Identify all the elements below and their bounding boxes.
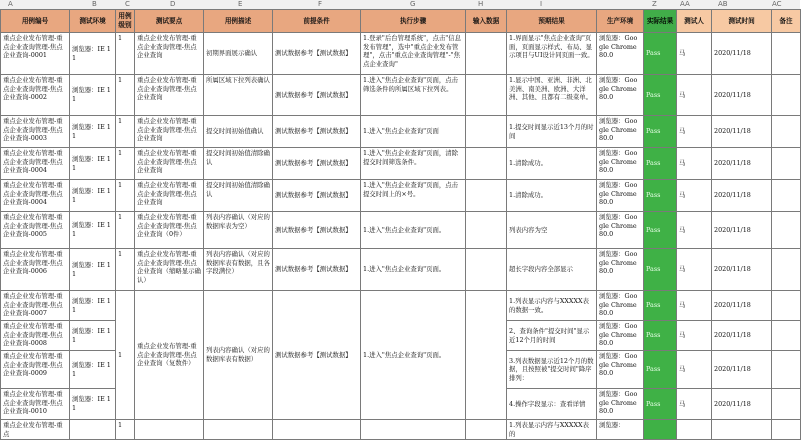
cell-expect[interactable]: 4.操作字段显示：查看详情 <box>507 389 597 420</box>
header-input-data[interactable]: 输入数据 <box>466 10 507 33</box>
col-letter[interactable]: AB <box>718 0 728 8</box>
cell-note[interactable] <box>772 212 801 249</box>
col-letter[interactable]: E <box>238 0 243 8</box>
cell-date[interactable]: 2020/11/18 <box>712 351 772 389</box>
cell-steps[interactable]: 1.进入"焦点企业查询"页面。 <box>361 291 466 420</box>
table-row <box>1 148 801 180</box>
table-row <box>1 33 801 75</box>
table-row <box>1 420 801 440</box>
cell-env[interactable]: 浏览器：IE 11 <box>70 351 116 389</box>
cell-expect[interactable]: 1.显示中国、亚洲、非洲、北美洲、南美洲、欧洲、大洋洲、其他、且都有二级菜单。 <box>507 75 597 116</box>
cell-case-id[interactable]: 重点企业发布管理-重点企业查询管理-焦点企业查询-0002 <box>1 75 70 116</box>
cell-point[interactable]: 重点企业发布管理-重点企业查询管理-焦点企业查询（缩略显示确认） <box>135 249 204 291</box>
cell-input[interactable] <box>466 420 507 440</box>
cell-tester[interactable]: 马 <box>677 351 712 389</box>
cell-tester[interactable]: 马 <box>677 148 712 180</box>
cell-expect[interactable]: 1.清除成功。 <box>507 180 597 212</box>
header-test-date[interactable]: 测试时间 <box>712 10 772 33</box>
cell-note[interactable] <box>772 420 801 440</box>
cell-pre[interactable]: 测试数据参考【测试数据】 <box>273 180 361 212</box>
cell-date[interactable] <box>712 420 772 440</box>
cell-steps[interactable]: 1.进入"焦点企业查询"页面。 <box>361 249 466 291</box>
cell-desc[interactable]: 列表内容确认（对应的数据库表有数据） <box>204 291 273 420</box>
cell-prod[interactable]: 浏览器：Google Chrome 80.0 <box>597 148 644 180</box>
cell-pre[interactable]: 测试数据参考【测试数据】 <box>273 291 361 420</box>
cell-case-id[interactable]: 重点企业发布管理-重点企业查询管理-焦点企业查询-0001 <box>1 33 70 75</box>
cell-expect[interactable]: 1.界面显示"焦点企业查询"页面，页面显示样式、布局、显示项目与UI设计同页面一致。 <box>507 33 597 75</box>
cell-level[interactable]: 1 <box>116 420 135 440</box>
cell-point[interactable]: 重点企业发布管理-重点企业查询管理-焦点企业查询 <box>135 116 204 148</box>
cell-prod[interactable]: 浏览器：Google Chrome 80.0 <box>597 116 644 148</box>
cell-input[interactable] <box>466 75 507 116</box>
cell-case-id[interactable]: 重点企业发布管理-重点企业查询管理-焦点企业查询-0005 <box>1 212 70 249</box>
cell-result[interactable]: Pass <box>644 321 677 351</box>
cell-result[interactable]: Pass <box>644 212 677 249</box>
col-letter[interactable]: F <box>318 0 323 8</box>
cell-input[interactable] <box>466 212 507 249</box>
table-row <box>1 212 801 249</box>
cell-prod[interactable]: 浏览器：Google Chrome 80.0 <box>597 33 644 75</box>
header-case-desc[interactable]: 用例描述 <box>204 10 273 33</box>
cell-level[interactable]: 1 <box>116 180 135 212</box>
header-row <box>1 10 801 33</box>
cell-note[interactable] <box>772 351 801 389</box>
cell-steps[interactable] <box>361 420 466 440</box>
cell-date[interactable]: 2020/11/18 <box>712 321 772 351</box>
cell-tester[interactable]: 马 <box>677 249 712 291</box>
cell-desc[interactable]: 所属区域下拉列表确认 <box>204 75 273 116</box>
cell-level[interactable]: 1 <box>116 249 135 291</box>
cell-case-id[interactable]: 重点企业发布管理-重点企业查询管理-焦点企业查询-0010 <box>1 389 70 420</box>
cell-tester[interactable]: 马 <box>677 180 712 212</box>
cell-desc[interactable]: 初期界面展示确认 <box>204 33 273 75</box>
cell-tester[interactable] <box>677 420 712 440</box>
cell-tester[interactable]: 马 <box>677 33 712 75</box>
cell-env[interactable]: 浏览器：IE 11 <box>70 249 116 291</box>
cell-date[interactable]: 2020/11/18 <box>712 148 772 180</box>
table-row <box>1 291 801 321</box>
cell-note[interactable] <box>772 75 801 116</box>
cell-case-id[interactable]: 重点企业发布管理-重点企业查询管理-焦点企业查询-0004 <box>1 180 70 212</box>
cell-input[interactable] <box>466 180 507 212</box>
cell-tester[interactable]: 马 <box>677 291 712 321</box>
cell-env[interactable]: 浏览器：IE 11 <box>70 291 116 321</box>
cell-pre[interactable]: 测试数据参考【测试数据】 <box>273 212 361 249</box>
header-tester[interactable]: 测试人 <box>677 10 712 33</box>
cell-result[interactable]: Pass <box>644 116 677 148</box>
cell-input[interactable] <box>466 148 507 180</box>
cell-point[interactable]: 重点企业发布管理-重点企业查询管理-焦点企业查询 <box>135 75 204 116</box>
cell-tester[interactable]: 马 <box>677 75 712 116</box>
cell-note[interactable] <box>772 249 801 291</box>
cell-steps[interactable]: 1.进入"焦点企业查询"页面，点击提交时间上的×号。 <box>361 180 466 212</box>
cell-date[interactable]: 2020/11/18 <box>712 180 772 212</box>
cell-prod[interactable]: 浏览器：Google Chrome 80.0 <box>597 212 644 249</box>
cell-tester[interactable]: 马 <box>677 389 712 420</box>
cell-env[interactable]: 浏览器：IE 11 <box>70 116 116 148</box>
cell-result[interactable]: Pass <box>644 351 677 389</box>
cell-date[interactable]: 2020/11/18 <box>712 249 772 291</box>
cell-prod[interactable]: 浏览器：Google Chrome 80.0 <box>597 321 644 351</box>
col-letter[interactable]: Z <box>652 0 657 8</box>
cell-expect[interactable]: 1.列表显示内容与XXXXX表的数据一致。 <box>507 291 597 321</box>
cell-input[interactable] <box>466 33 507 75</box>
cell-expect[interactable]: 列表内容为空 <box>507 212 597 249</box>
cell-pre[interactable]: 测试数据参考【测试数据】 <box>273 116 361 148</box>
cell-tester[interactable]: 马 <box>677 212 712 249</box>
cell-input[interactable] <box>466 291 507 420</box>
cell-env[interactable]: 浏览器：IE 11 <box>70 33 116 75</box>
cell-expect[interactable]: 1.提交时间显示近13个月的时间 <box>507 116 597 148</box>
cell-note[interactable] <box>772 148 801 180</box>
cell-desc[interactable]: 提交时间初始值确认 <box>204 116 273 148</box>
cell-prod[interactable]: 浏览器：Google Chrome 80.0 <box>597 249 644 291</box>
cell-level[interactable]: 1 <box>116 33 135 75</box>
cell-note[interactable] <box>772 321 801 351</box>
cell-case-id[interactable]: 重点企业发布管理-重点企业查询管理-焦点企业查询-0004 <box>1 148 70 180</box>
col-letter[interactable]: G <box>410 0 416 8</box>
cell-prod[interactable]: 浏览器：Google Chrome 80.0 <box>597 75 644 116</box>
header-test-point[interactable]: 测试要点 <box>135 10 204 33</box>
cell-env[interactable]: 浏览器：IE 11 <box>70 321 116 351</box>
cell-steps[interactable]: 1.进入"焦点企业查询"页面 <box>361 116 466 148</box>
cell-case-id[interactable]: 重点企业发布管理-重点企业查询管理-焦点企业查询-0009 <box>1 351 70 389</box>
cell-desc[interactable] <box>204 420 273 440</box>
cell-result[interactable] <box>644 420 677 440</box>
cell-expect[interactable]: 3.列表数据显示近12个月的数据，且按照被"提交时间"降序排列： <box>507 351 597 389</box>
cell-prod[interactable]: 浏览器：Google Chrome 80.0 <box>597 180 644 212</box>
cell-desc[interactable]: 提交时间初始值清除确认 <box>204 180 273 212</box>
cell-input[interactable] <box>466 116 507 148</box>
cell-date[interactable]: 2020/11/18 <box>712 75 772 116</box>
cell-expect[interactable]: 1.列表显示内容与XXXXX表的 <box>507 420 597 440</box>
cell-pre[interactable]: 测试数据参考【测试数据】 <box>273 75 361 116</box>
cell-note[interactable] <box>772 180 801 212</box>
cell-point[interactable]: 重点企业发布管理-重点企业查询管理-焦点企业查询 <box>135 148 204 180</box>
header-case-id[interactable]: 用例编号 <box>1 10 70 33</box>
cell-point[interactable] <box>135 420 204 440</box>
header-case-level[interactable]: 用例级别 <box>116 10 135 33</box>
cell-prod[interactable]: 浏览器：Google Chrome 80.0 <box>597 351 644 389</box>
cell-steps[interactable]: 1.进入"焦点企业查询"页面。 <box>361 212 466 249</box>
test-case-table <box>0 9 801 440</box>
cell-tester[interactable]: 马 <box>677 321 712 351</box>
header-expected[interactable]: 预期结果 <box>507 10 597 33</box>
cell-pre[interactable]: 测试数据参考【测试数据】 <box>273 249 361 291</box>
cell-result[interactable]: Pass <box>644 33 677 75</box>
cell-case-id[interactable]: 重点企业发布管理-重点企业查询管理-焦点企业查询-0006 <box>1 249 70 291</box>
cell-expect[interactable]: 2、查询条件"提交时间"显示近12个月的时间 <box>507 321 597 351</box>
header-test-env[interactable]: 测试环境 <box>70 10 116 33</box>
cell-point[interactable]: 重点企业发布管理-重点企业查询管理-焦点企业查询（复数件） <box>135 291 204 420</box>
cell-level[interactable]: 1 <box>116 75 135 116</box>
cell-date[interactable]: 2020/11/18 <box>712 389 772 420</box>
table-row <box>1 116 801 148</box>
cell-result[interactable]: Pass <box>644 180 677 212</box>
col-letter[interactable]: AC <box>772 0 782 8</box>
cell-note[interactable] <box>772 291 801 321</box>
header-steps[interactable]: 执行步骤 <box>361 10 466 33</box>
cell-env[interactable]: 浏览器：IE 11 <box>70 75 116 116</box>
cell-steps[interactable]: 1.进入"焦点企业查询"页面，点击筛选条件的所属区域下拉列表。 <box>361 75 466 116</box>
cell-level[interactable]: 1 <box>116 291 135 420</box>
table-row <box>1 75 801 116</box>
cell-prod[interactable]: 浏览器：Google Chrome 80.0 <box>597 291 644 321</box>
cell-desc[interactable]: 提交时间初始值清除确认 <box>204 148 273 180</box>
cell-case-id[interactable]: 重点企业发布管理-重点企业查询管理-焦点企业查询-0007 <box>1 291 70 321</box>
cell-desc[interactable]: 列表内容确认（对应的数据库表为空） <box>204 212 273 249</box>
cell-expect[interactable]: 1.清除成功。 <box>507 148 597 180</box>
cell-level[interactable]: 1 <box>116 212 135 249</box>
header-precondition[interactable]: 前提条件 <box>273 10 361 33</box>
header-actual-result[interactable]: 实际结果 <box>644 10 677 33</box>
cell-pre[interactable] <box>273 420 361 440</box>
cell-date[interactable]: 2020/11/18 <box>712 116 772 148</box>
cell-result[interactable]: Pass <box>644 249 677 291</box>
cell-point[interactable]: 重点企业发布管理-重点企业查询管理-焦点企业查询 <box>135 180 204 212</box>
cell-expect[interactable]: 超长字段内容全部显示 <box>507 249 597 291</box>
cell-prod[interactable]: 浏览器：Google Chrome 80.0 <box>597 389 644 420</box>
cell-steps[interactable]: 1.登录"后台管理系统"，点击"信息发布管理"，选中"重点企业发布管理"，点击"重点企业查询管理"-"焦点企业查询" <box>361 33 466 75</box>
col-letter[interactable]: I <box>540 0 543 8</box>
cell-result[interactable]: Pass <box>644 75 677 116</box>
cell-pre[interactable]: 测试数据参考【测试数据】 <box>273 33 361 75</box>
cell-level[interactable]: 1 <box>116 148 135 180</box>
cell-prod[interactable]: 浏览器： <box>597 420 644 440</box>
col-letter[interactable]: AA <box>680 0 690 8</box>
cell-desc[interactable]: 列表内容确认（对应的数据库表有数据，且各字段满位） <box>204 249 273 291</box>
cell-result[interactable]: Pass <box>644 148 677 180</box>
cell-note[interactable] <box>772 389 801 420</box>
cell-result[interactable]: Pass <box>644 389 677 420</box>
cell-env[interactable]: 浏览器：IE 11 <box>70 389 116 420</box>
cell-point[interactable]: 重点企业发布管理-重点企业查询管理-焦点企业查询（0件） <box>135 212 204 249</box>
cell-env[interactable] <box>70 420 116 440</box>
header-note[interactable]: 备注 <box>772 10 801 33</box>
col-letter[interactable]: B <box>92 0 97 8</box>
cell-case-id[interactable]: 重点企业发布管理-重点企业查询管理-焦点企业查询-0003 <box>1 116 70 148</box>
cell-date[interactable]: 2020/11/18 <box>712 291 772 321</box>
col-letter[interactable]: H <box>478 0 484 8</box>
cell-note[interactable] <box>772 33 801 75</box>
col-letter[interactable]: A <box>8 0 13 8</box>
cell-point[interactable]: 重点企业发布管理-重点企业查询管理-焦点企业查询 <box>135 33 204 75</box>
cell-case-id[interactable]: 重点企业发布管理-重点企业查询管理-焦点企业查询-0008 <box>1 321 70 351</box>
cell-env[interactable]: 浏览器：IE 11 <box>70 180 116 212</box>
cell-note[interactable] <box>772 116 801 148</box>
cell-date[interactable]: 2020/11/18 <box>712 33 772 75</box>
cell-case-id[interactable]: 重点企业发布管理-重点 <box>1 420 70 440</box>
cell-date[interactable]: 2020/11/18 <box>712 212 772 249</box>
cell-env[interactable]: 浏览器：IE 11 <box>70 212 116 249</box>
header-prod-env[interactable]: 生产环境 <box>597 10 644 33</box>
cell-result[interactable]: Pass <box>644 291 677 321</box>
cell-input[interactable] <box>466 249 507 291</box>
cell-steps[interactable]: 1.进入"焦点企业查询"页面，清除提交时间筛选条件。 <box>361 148 466 180</box>
table-row <box>1 180 801 212</box>
col-letter[interactable]: D <box>170 0 176 8</box>
cell-tester[interactable]: 马 <box>677 116 712 148</box>
col-letter[interactable]: C <box>125 0 130 8</box>
table-row <box>1 249 801 291</box>
cell-pre[interactable]: 测试数据参考【测试数据】 <box>273 148 361 180</box>
cell-env[interactable]: 浏览器：IE 11 <box>70 148 116 180</box>
cell-level[interactable]: 1 <box>116 116 135 148</box>
